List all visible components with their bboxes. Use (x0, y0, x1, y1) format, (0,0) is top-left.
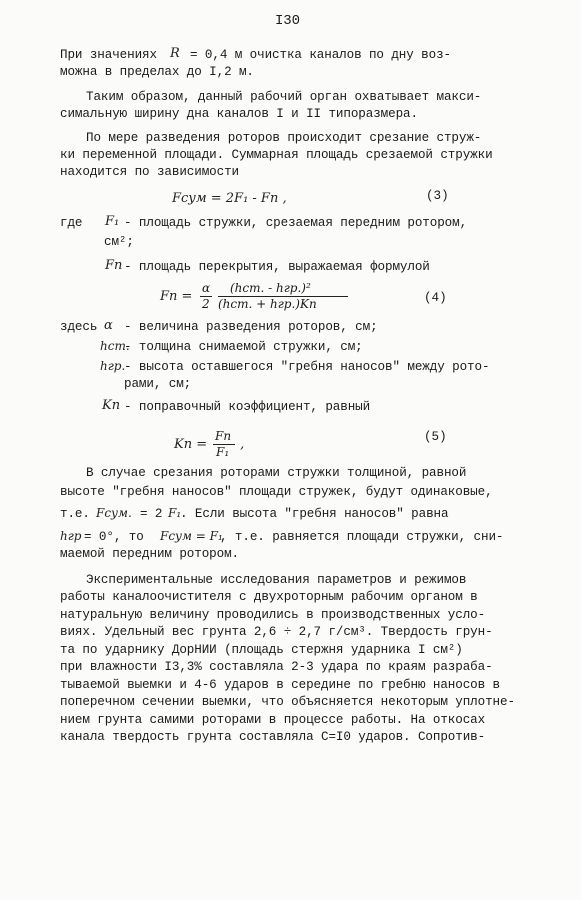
formula-5-lhs: Kп = (174, 437, 212, 452)
text-line: симальную ширину дна каналов I и II типоразмера. (60, 107, 418, 121)
formula-fsym-eq: Fсум = F₁ (160, 529, 223, 543)
text-line: - площадь стружки, срезаемая передним ротором, (124, 216, 468, 230)
text-line: нием грунта самими роторами в процессе работы. На откосах (60, 713, 486, 727)
symbol-fsym: Fсум. (96, 506, 132, 520)
text-line: тываемой выемки и 4-6 ударов в середине по гребню наносов в (60, 678, 500, 692)
text-line: где (60, 216, 83, 230)
text-line: = 2 (140, 507, 163, 521)
symbol-f1: F₁ (168, 506, 182, 520)
text-line: - величина разведения роторов, см; (124, 320, 378, 334)
text-line: виях. Удельный вес грунта 2,6 ÷ 2,7 г/см³. Твердость грун- (60, 625, 493, 639)
text-line: при влажности I3,3% составляла 2-3 удара по краям разраба- (60, 660, 493, 674)
text-line: можна в пределах до I,2 м. (60, 65, 254, 79)
text-line: В случае срезания роторами стружки толщиной, равной (86, 466, 467, 480)
text-line: высоте "гребня наносов" площади стружек, будут одинаковые, (60, 485, 493, 499)
symbol-fp: Fп (105, 258, 123, 273)
text-line: поперечном сечении выемки, что объясняется некоторым уплотне- (60, 695, 515, 709)
text-line: = 0°, то (84, 530, 144, 544)
equation-number-5: (5) (424, 430, 447, 444)
symbol-hgr: hгр. (100, 359, 126, 373)
text-line: рами, см; (124, 377, 192, 391)
symbol-alpha: α (104, 318, 113, 333)
text-line: - площадь перекрытия, выражаемая формулой (124, 260, 430, 274)
text-line: та по ударнику ДорНИИ (площадь стержня ударника I см²) (60, 643, 463, 657)
symbol-kp: Kп (102, 398, 121, 413)
formula-3: Fсум = 2F₁ - Fп , (172, 191, 287, 206)
text-line: = 0,4 м очистка каналов по дну воз- (190, 48, 452, 62)
text-line: т.е. (60, 507, 90, 521)
symbol-hgr: hгр (60, 529, 82, 543)
text-line: находится по зависимости (60, 165, 239, 179)
page-number: I30 (275, 13, 300, 29)
symbol-f1: F₁ (105, 214, 120, 229)
document-page: I30 При значениях R = 0,4 м очистка каналов по дну воз- можна в пределах до I,2 м. Таким образом, данный рабочий орган охватывает макси- симальную ширину дна каналов I и II типоразмера. По мере разведения роторов происходит срезание струж- ки переменной площади. Суммарная площадь срезаемой стружки находится по зависимости Fсум = 2F₁ - Fп , (3) где F₁ - площадь стружки, срезаемая передним ротором, см²; Fп - площадь перекрытия, выражаемая формулой Fп = α 2 (hст. - hгр.)² (hст. + hгр.)Kп (4) здесь α - величина разведения роторов, см; hст. - толщина снимаемой стружки, см; hгр. - высота оставшегося "гребня наносов" между рото- рами, см; Kп - поправочный коэффициент, равный Kп = Fп F₁ , (5) В случае срезания роторами стружки толщиной, равной высоте "гребня наносов" площади стружек, будут одинаковые, т.е. Fсум. = 2 F₁ . Если высота "гребня наносов" равна hгр = 0°, то Fсум = F₁ , т.е. равняется площади стружки, сни- маемой передним ротором. Экспериментальные исследования параметров и режимов работы каналоочистителя с двухроторным рабочим органом в натуральную величину проводились в производственных усло- виях. Удельный вес грунта 2,6 ÷ 2,7 г/см³. Твердость грун- та по ударнику ДорНИИ (площадь стержня ударника I см²) при влажности I3,3% составляла 2-3 удара по краям разраба- тываемой выемки и 4-6 ударов в середине по гребню наносов в поперечном сечении выемки, что объясняется некоторым уплотне- нием грунта самими роторами в процессе работы. На откосах канала твердость грунта составляла С=I0 ударов. Сопротив- (60, 13, 515, 744)
text-line: ки переменной площади. Суммарная площадь срезаемой стружки (60, 148, 493, 162)
text-line: маемой передним ротором. (60, 547, 239, 561)
text-line: - толщина снимаемой стружки, см; (124, 340, 363, 354)
text-line: - поправочный коэффициент, равный (124, 400, 371, 414)
text-line: см²; (104, 235, 134, 249)
symbol-hst: hст. (100, 339, 130, 353)
text-line: канала твердость грунта составляла С=I0 ударов. Сопротив- (60, 730, 486, 744)
equation-number-4: (4) (424, 291, 447, 305)
text-line: здесь (60, 320, 98, 334)
formula-5-tail: , (236, 437, 245, 452)
equation-number-3: (3) (426, 189, 449, 203)
text-line: При значениях (60, 48, 157, 62)
formula-4-lhs: Fп = (160, 289, 197, 304)
text-line: натуральную величину проводились в производственных усло- (60, 608, 486, 622)
text-line: По мере разведения роторов происходит срезание струж- (86, 131, 482, 145)
text-line: - высота оставшегося "гребня наносов" между рото- (124, 360, 490, 374)
text-line: Таким образом, данный рабочий орган охватывает макси- (86, 90, 482, 104)
formula-r-symbol: R (170, 46, 180, 61)
text-line: , т.е. равняется площади стружки, сни- (220, 530, 504, 544)
text-line: работы каналоочистителя с двухроторным рабочим органом в (60, 590, 478, 604)
text-line: . Если высота "гребня наносов" равна (180, 507, 449, 521)
text-line: Экспериментальные исследования параметров и режимов (86, 573, 467, 587)
